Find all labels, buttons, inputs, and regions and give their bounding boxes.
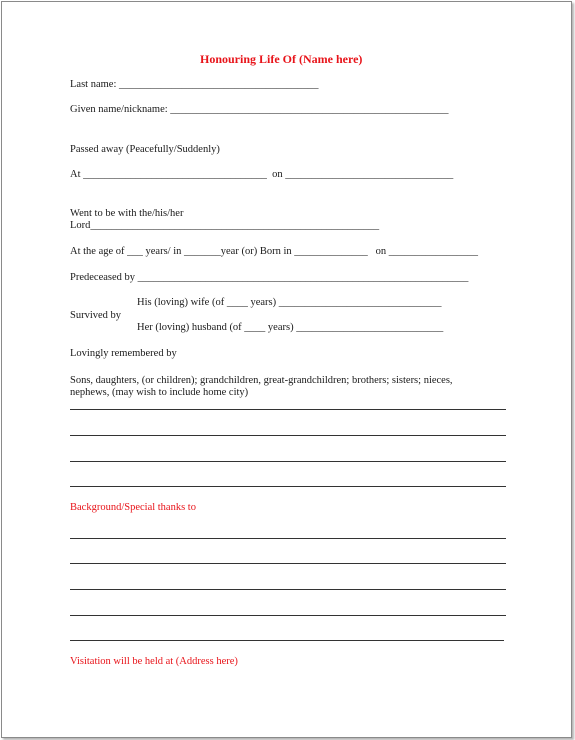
given-name-field: Given name/nickname: _____________________________________________________ bbox=[70, 104, 449, 115]
last-name-field: Last name: ______________________________________ bbox=[70, 79, 319, 90]
visitation-label: Visitation will be held at (Address here) bbox=[70, 656, 238, 667]
blank-line bbox=[70, 615, 506, 616]
blank-line bbox=[70, 461, 506, 462]
blank-line bbox=[70, 486, 506, 487]
sons-daughters-text: Sons, daughters, (or children); grandchildren, great-grandchildren; brothers; sisters; nieces, bbox=[70, 375, 453, 386]
blank-line bbox=[70, 538, 506, 539]
blank-line bbox=[70, 640, 504, 641]
lord-field: Lord_______________________________________________________ bbox=[70, 220, 380, 231]
passed-away-label: Passed away (Peacefully/Suddenly) bbox=[70, 144, 220, 155]
age-born-field: At the age of ___ years/ in _______year (or) Born in ______________ on _________________ bbox=[70, 246, 478, 257]
blank-line bbox=[70, 563, 506, 564]
blank-line bbox=[70, 409, 506, 410]
survived-by-label: Survived by bbox=[70, 310, 122, 321]
went-to-be-label: Went to be with the/his/her bbox=[70, 208, 184, 219]
nephews-text: nephews, (may wish to include home city) bbox=[70, 387, 249, 398]
predeceased-field: Predeceased by _______________________________________________________________ bbox=[70, 272, 469, 283]
page-title: Honouring Life Of (Name here) bbox=[200, 52, 363, 66]
wife-field: His (loving) wife (of ____ years) _______________________________ bbox=[137, 297, 442, 308]
lovingly-remembered-label: Lovingly remembered by bbox=[70, 348, 177, 359]
husband-field: Her (loving) husband (of ____ years) ____________________________ bbox=[137, 322, 444, 333]
blank-line bbox=[70, 589, 506, 590]
blank-line bbox=[70, 435, 506, 436]
at-on-field: At ___________________________________ on ________________________________ bbox=[70, 169, 454, 180]
background-thanks-label: Background/Special thanks to bbox=[70, 502, 196, 513]
